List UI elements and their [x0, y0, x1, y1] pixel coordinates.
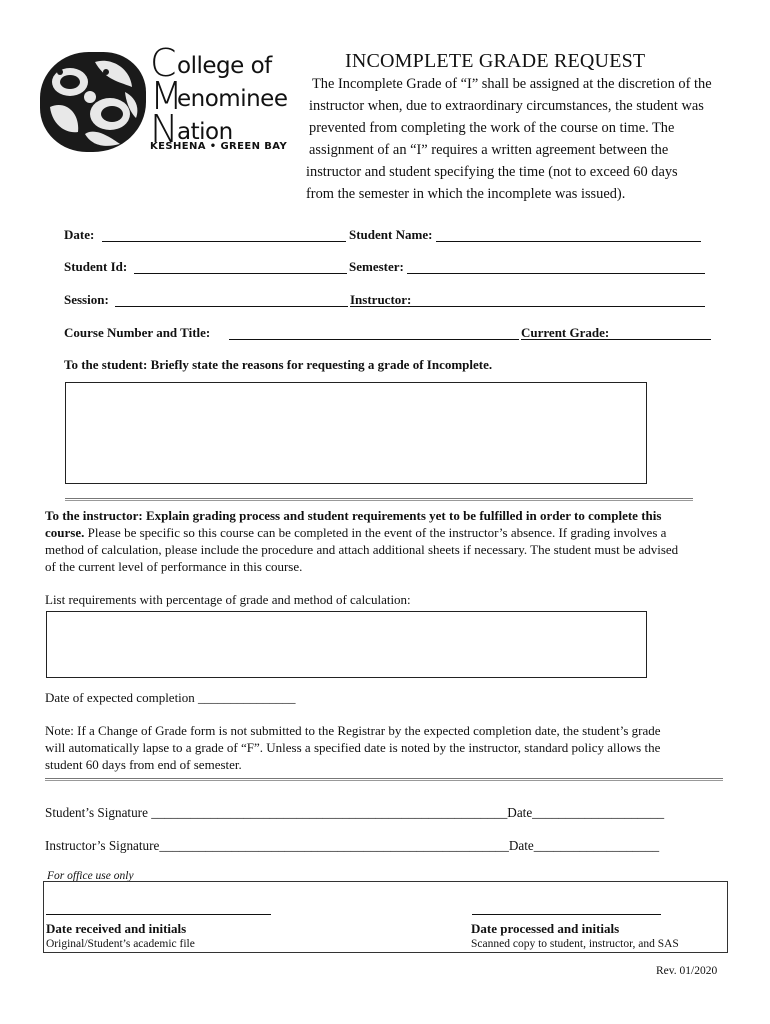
intro-line-6: from the semester in which the incomplete was issued).: [306, 186, 626, 202]
college-logo-art: [40, 52, 146, 152]
date-label: Date:: [64, 227, 95, 242]
student-reasons-box[interactable]: [65, 382, 647, 484]
session-field[interactable]: [115, 292, 348, 307]
instructor-label: Instructor:: [350, 292, 412, 307]
requirements-box[interactable]: [46, 611, 647, 678]
instructor-instructions-course-word: course.: [45, 525, 85, 540]
page-title: INCOMPLETE GRADE REQUEST: [345, 50, 646, 72]
logo-word-college: ollege of: [177, 53, 272, 79]
signature-divider: [45, 778, 723, 781]
section-divider: [65, 498, 693, 501]
intro-line-3: prevented from completing the work of the course on time. The: [309, 120, 675, 136]
college-logo-wordmark: [150, 41, 306, 152]
semester-field[interactable]: [407, 259, 705, 274]
current-grade-field[interactable]: [521, 325, 711, 340]
student-id-field[interactable]: [134, 259, 347, 274]
course-field[interactable]: [229, 325, 519, 340]
logo-letter-n: N: [150, 107, 179, 151]
intro-line-4: assignment of an “I” requires a written agreement between the: [309, 142, 669, 158]
instructor-instructions-line-2: [45, 524, 666, 541]
date-processed-subtitle: Scanned copy to student, instructor, and SAS: [471, 938, 679, 950]
logo-word-menominee: enominee: [177, 86, 288, 112]
office-use-label: For office use only: [47, 870, 134, 882]
semester-label: Semester:: [349, 259, 404, 274]
requirements-prompt: List requirements with percentage of grade and method of calculation:: [45, 592, 411, 607]
intro-line-2: instructor when, due to extraordinary circumstances, the student was: [309, 98, 704, 114]
date-received-line[interactable]: [46, 914, 271, 915]
date-processed-line[interactable]: [472, 914, 661, 915]
current-grade-label: Current Grade:: [521, 325, 610, 340]
date-received-subtitle: Original/Student’s academic file: [46, 938, 195, 950]
course-label: Course Number and Title:: [64, 325, 211, 340]
student-prompt: To the student: Briefly state the reasons for requesting a grade of Incomplete.: [64, 357, 493, 372]
instructor-instructions-line-4: of the current level of performance in this course.: [45, 559, 303, 574]
note-line-1: Note: If a Change of Grade form is not submitted to the Registrar by the expected completion date, the student’s grade: [45, 723, 661, 738]
expected-completion-field[interactable]: Date of expected completion _______________: [45, 690, 296, 705]
instructor-instructions-line-2-rest: Please be specific so this course can be completed in the event of the instructor’s absence. If grading involves a: [84, 525, 667, 540]
instructor-field[interactable]: [350, 292, 705, 307]
instructor-instructions-line-3: method of calculation, please include the procedure and attach additional sheets if necessary. The student must be advised: [45, 542, 679, 557]
note-line-3: student 60 days from end of semester.: [45, 757, 242, 772]
logo-letter-m: M: [150, 74, 183, 118]
logo-letter-c: C: [150, 41, 177, 85]
logo-figures-icon: [40, 52, 146, 152]
student-name-label: Student Name:: [349, 227, 433, 242]
session-label: Session:: [64, 292, 109, 307]
logo-location: KESHENA • GREEN BAY: [150, 141, 288, 152]
logo-word-nation: ation: [177, 119, 233, 145]
date-field[interactable]: [102, 227, 346, 242]
date-received-title: Date received and initials: [46, 921, 187, 936]
instructor-signature-field[interactable]: Instructor’s Signature_____________________________________________________Date___________________: [45, 838, 660, 853]
intro-line-5: instructor and student specifying the time (not to exceed 60 days: [306, 164, 678, 180]
date-processed-title: Date processed and initials: [471, 921, 620, 936]
intro-line-1: The Incomplete Grade of “I” shall be assigned at the discretion of the: [312, 76, 712, 92]
instructor-instructions-line-1: To the instructor: Explain grading process and student requirements yet to be fulfilled in order to complete this: [45, 508, 662, 523]
student-signature-field[interactable]: Student’s Signature ______________________________________________________Date____________________: [45, 805, 665, 820]
note-line-2: will automatically lapse to a grade of “F”. Unless a specified date is noted by the instructor, standard policy allows the: [45, 740, 661, 755]
student-name-field[interactable]: [436, 227, 701, 242]
student-id-label: Student Id:: [64, 259, 128, 274]
revision-label: Rev. 01/2020: [656, 965, 718, 977]
